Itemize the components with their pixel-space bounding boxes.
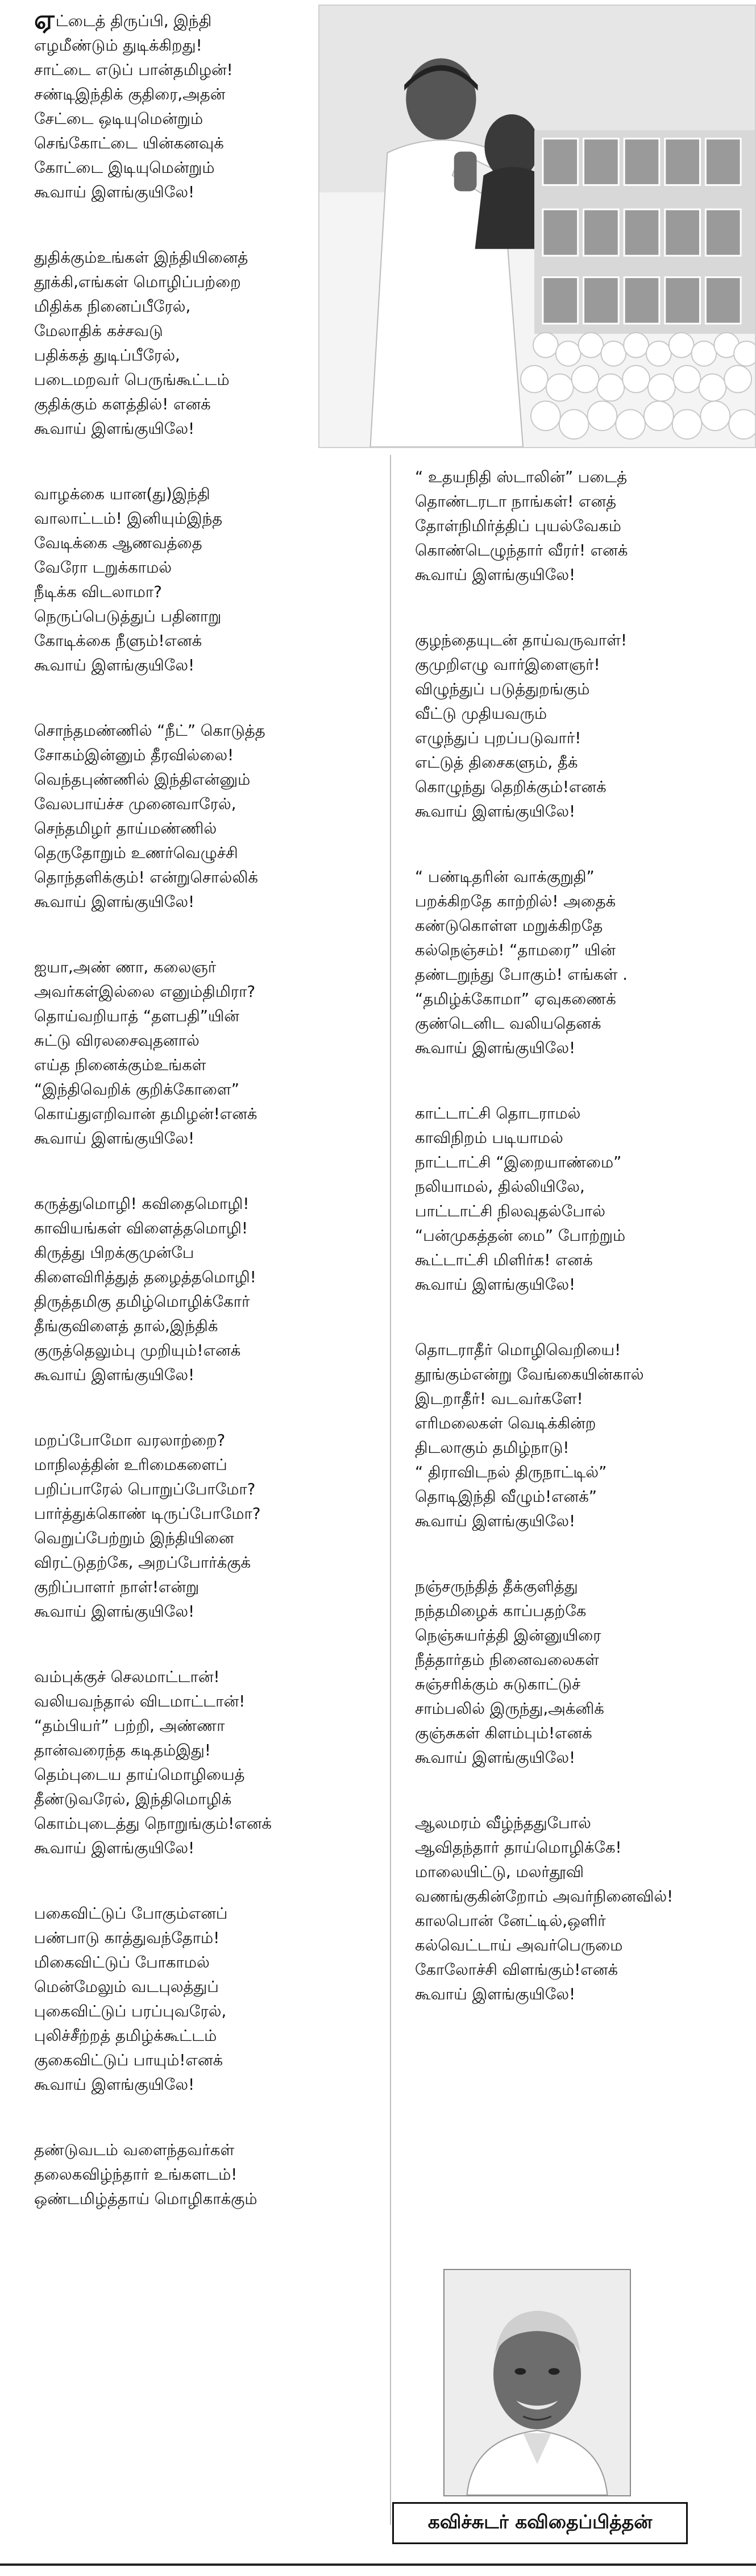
stanza-line: சுட்டு விரலசைவுதனால்: [34, 1032, 200, 1050]
column-divider: [390, 455, 391, 2525]
stanza: [415, 465, 750, 587]
stanza-line: மாலையிட்டு, மலர்தூவி: [415, 1863, 584, 1881]
tribute-photo-illustration: [319, 6, 755, 447]
stanza-line: மிதிக்க நினைப்பீரேல்,: [34, 297, 191, 316]
stanza: [34, 1902, 352, 2097]
stanza-line: காவியங்கள் விளைத்தமொழி!: [34, 1219, 248, 1237]
stanza-line: வாலாட்டம்! இனியும்இந்த: [34, 510, 223, 528]
stanza-line: “பன்முகத்தன் மை” போற்றும்: [415, 1227, 626, 1245]
stanza: [34, 955, 352, 1151]
stanza-line: பறிப்பாரேல் பொறுப்போமோ?: [34, 1480, 256, 1498]
stanza-line: கோட்டை இடியுமென்றும்: [34, 159, 215, 177]
stanza-line: கூவாய் இளங்குயிலே!: [34, 656, 195, 674]
stanza-line: எழுந்துப் புறப்படுவார்!: [415, 729, 581, 747]
stanza-line: படைமறவர் பெருங்கூட்டம்: [34, 371, 230, 389]
stanza-line: வலியவந்தால் விடமாட்டான்!: [34, 1692, 246, 1711]
stanza-line: நஞ்சருந்தித் தீக்குளித்து: [415, 1577, 578, 1596]
stanza-line: மென்மேலும் வடபுலத்துப்: [34, 1978, 219, 1996]
drop-cap: ஏ: [34, 4, 55, 35]
stanza-line: புலிச்சீற்றத் தமிழ்க்கூட்டம்: [34, 2027, 217, 2045]
stanza: [34, 246, 352, 441]
stanza-line: தொய்வறியாத் “தளபதி”யின்: [34, 1007, 239, 1025]
stanza-line: நெஞ்சுயர்த்தி இன்னுயிரை: [415, 1626, 601, 1645]
stanza-line: காலபொன் னேட்டில்,ஒளிர்: [415, 1912, 606, 1930]
stanza-line: கோடிக்கை நீளும்!எனக்: [34, 632, 202, 650]
stanza-line: குண்டெனிட வலியதெனக்: [415, 1014, 601, 1033]
stanza-line: “ உதயநிதி ஸ்டாலின்” படைத்: [415, 468, 628, 486]
stanza-line: குஞ்சுகள் கிளம்பும்!எனக்: [415, 1724, 592, 1742]
stanza-line: பண்பாடு காத்துவந்தோம்!: [34, 1929, 220, 1947]
stanza-line: குமுறிஎழு வார்இளைஞர்!: [415, 656, 600, 674]
stanza-line: கூவாய் இளங்குயிலே!: [415, 1985, 576, 2003]
stanza-line: கூவாய் இளங்குயிலே!: [34, 1366, 195, 1384]
stanza-line: சாம்பலில் இருந்து,அக்னிக்: [415, 1700, 604, 1718]
stanza-line: குதிக்கும் களத்தில்! எனக்: [34, 395, 211, 413]
stanza-line: நலியாமல், தில்லியிலே,: [415, 1178, 585, 1196]
stanza-line: கல்நெஞ்சம்! “தாமரை” யின்: [415, 941, 616, 959]
stanza-line: கிருத்து பிறக்குமுன்பே: [34, 1244, 194, 1262]
stanza-line: கூவாய் இளங்குயிலே!: [415, 566, 576, 584]
stanza-line: தெருதோறும் உணர்வெழுச்சி: [34, 844, 238, 862]
stanza-line: சாட்டை எடுப் பான்தமிழன்!: [34, 61, 233, 79]
stanza-line: கொண்டெழுந்தார் வீரர்! எனக்: [415, 541, 628, 560]
stanza-line: செந்தமிழர் தாய்மண்ணில்: [34, 819, 217, 838]
stanza: [34, 719, 352, 914]
stanza-line: கூவாய் இளங்குயிலே!: [415, 1512, 576, 1530]
stanza-line: தோள்நிமிர்த்திப் புயல்வேகம்: [415, 517, 621, 535]
stanza-line: செங்கோட்டை யின்கனவுக்: [34, 134, 224, 152]
stanza-line: கொய்துஎறிவான் தமிழன்!எனக்: [34, 1105, 257, 1123]
stanza: [415, 865, 750, 1061]
stanza-line: விரட்டுதற்கே, அறப்போர்க்குக்: [34, 1554, 251, 1572]
stanza-line: கொழுந்து தெறிக்கும்!எனக்: [415, 778, 607, 796]
stanza: [34, 1665, 352, 1861]
stanza-line: குகைவிட்டுப் பாயும்!எனக்: [34, 2051, 223, 2069]
stanza-line: நெருப்பெடுத்துப் பதினாறு: [34, 607, 222, 626]
stanza-line: சொந்தமண்ணில் “நீட்” கொடுத்த: [34, 722, 265, 740]
tribute-photo: [318, 5, 756, 448]
bottom-rule: [0, 2563, 756, 2566]
stanza-line: ஆலமரம் வீழ்ந்ததுபோல்: [415, 1814, 591, 1832]
stanza-line: நீத்தார்தம் நினைவலைகள்: [415, 1651, 599, 1669]
author-name: கவிச்சுடர் கவிதைப்பித்தன்: [392, 2502, 688, 2544]
stanza-line: பாட்டாட்சி நிலவுதல்போல்: [415, 1202, 605, 1220]
stanza-line: தண்டறுந்து போகும்! எங்கள் .: [415, 966, 628, 984]
stanza-line: ஐயா,அண் ணா, கலைஞர்: [34, 958, 217, 976]
stanza-line: கூவாய் இளங்குயிலே!: [415, 1749, 576, 1767]
stanza-line: சுஞ்சரிக்கும் சுடுகாட்டுச்: [415, 1675, 581, 1693]
stanza-line: தொந்தளிக்கும்! என்றுசொல்லிக்: [34, 868, 258, 887]
stanza-line: வாழக்கை யான(து)இந்தி: [34, 485, 210, 503]
stanza-line: வம்புக்குச் செலமாட்டான்!: [34, 1668, 220, 1686]
stanza-line: தொடராதீர் மொழிவெறியை!: [415, 1341, 621, 1359]
stanza-line: வீட்டு முதியவரும்: [415, 705, 547, 723]
stanza: [34, 4, 352, 205]
stanza-line: தான்வரைந்த கடிதம்இது!: [34, 1741, 211, 1759]
stanza-line: கூவாய் இளங்குயிலே!: [415, 1039, 576, 1057]
stanza-line: ஒண்டமிழ்த்தாய் மொழிகாக்கும்: [34, 2190, 257, 2208]
stanza-line: வெறுப்பேற்றும் இந்தியினை: [34, 1529, 234, 1547]
stanza-line: குழந்தையுடன் தாய்வருவாள்!: [415, 631, 628, 649]
stanza-line: மாநிலத்தின் உரிமைகளைப்: [34, 1456, 227, 1474]
stanza-line: கூவாய் இளங்குயிலே!: [415, 1275, 576, 1294]
stanza-line: காவிநிறம் படியாமல்: [415, 1129, 563, 1147]
stanza: [34, 1192, 352, 1388]
stanza-line: கூவாய் இளங்குயிலே!: [34, 893, 195, 911]
stanza-line: குருத்தெலும்பு முறியும்!எனக்: [34, 1341, 241, 1360]
stanza-line: பதிக்கத் துடிப்பீரேல்,: [34, 346, 180, 365]
stanza-line: கூவாய் இளங்குயிலே!: [34, 1602, 195, 1621]
stanza-line: இடறாதீர்! வடவர்களே!: [415, 1390, 583, 1408]
stanza-line: தெம்புடைய தாய்மொழியைத்: [34, 1766, 245, 1784]
stanza: [415, 1811, 750, 2007]
stanza-line: துதிக்கும்உங்கள் இந்தியினைத்: [34, 249, 248, 267]
stanza-line: தொண்டரடா நாங்கள்! எனத்: [415, 492, 617, 511]
stanza-line: பார்த்துக்கொண் டிருப்போமோ?: [34, 1505, 261, 1523]
stanza-line: பறக்கிறதே காற்றில்! அதைக்: [415, 892, 616, 910]
stanza-line: சேட்டை ஒடியுமென்றும்: [34, 110, 203, 128]
stanza-line: திருத்தமிகு தமிழ்மொழிக்கோர்: [34, 1293, 250, 1311]
stanza-line: எட்டுத் திசைகளும், தீக்: [415, 753, 578, 772]
stanza-line: கூவாய் இளங்குயிலே!: [34, 1129, 195, 1148]
stanza-line: விழுந்துப் படுத்துறங்கும்: [415, 680, 590, 698]
stanza-line: கிளைவிரித்துத் தழைத்தமொழி!: [34, 1268, 256, 1286]
stanza-line: நாட்டாட்சி “இறையாண்மை”: [415, 1153, 622, 1171]
stanza-line: வேலபாய்ச்ச முனைவாரேல்,: [34, 795, 236, 813]
stanza-line: “தம்பியர்” பற்றி, அண்ணா: [34, 1717, 225, 1735]
stanza-line: கூவாய் இளங்குயிலே!: [34, 183, 195, 201]
stanza-line: கல்வெட்டாய் அவர்பெருமை: [415, 1936, 623, 1954]
stanza-line: கூவாய் இளங்குயிலே!: [34, 1839, 195, 1857]
stanza-line: எய்த நினைக்கும்உங்கள்: [34, 1056, 206, 1074]
author-portrait-illustration: [445, 2270, 630, 2495]
stanza: [415, 1575, 750, 1770]
stanza: [415, 628, 750, 824]
stanza-line: ஏட்டைத் திருப்பி, இந்தி: [34, 4, 212, 35]
stanza-line: “ திராவிடநல் திருநாட்டில்”: [415, 1463, 607, 1481]
stanza: [415, 1338, 750, 1534]
stanza-line: திடலாகும் தமிழ்நாடு!: [415, 1439, 570, 1457]
stanza-line: கூட்டாட்சி மிளிர்க! எனக்: [415, 1251, 593, 1269]
stanza-line: தூங்கும்என்று வேங்கையின்கால்: [415, 1365, 644, 1384]
stanza: [34, 2138, 352, 2211]
stanza-line: எரிமலைகள் வெடிக்கின்ற: [415, 1414, 596, 1432]
stanza-line: “இந்திவெறிக் குறிக்கோளை”: [34, 1080, 239, 1099]
stanza-line: தீங்குவிளைத் தால்,இந்திக்: [34, 1317, 218, 1335]
stanza-line: நந்தமிழைக் காப்பதற்கே: [415, 1602, 587, 1620]
stanza-line: தீண்டுவரேல், இந்திமொழிக்: [34, 1790, 232, 1808]
stanza-line: பகைவிட்டுப் போகும்எனப்: [34, 1904, 228, 1923]
stanza: [415, 1101, 750, 1297]
stanza-line: கோலோச்சி விளங்கும்!எனக்: [415, 1961, 618, 1979]
stanza-line: கருத்துமொழி! கவிதைமொழி!: [34, 1195, 250, 1213]
stanza-line: வணங்குகின்றோம் அவர்நினைவில்!: [415, 1887, 674, 1906]
stanza-line: சோகம்இன்னும் தீரவில்லை!: [34, 746, 234, 764]
stanza-line: “தமிழ்க்கோமா” ஏவுகணைக்: [415, 990, 616, 1008]
stanza-line: மறப்போமோ வரலாற்றை?: [34, 1431, 226, 1449]
stanza-line: கொம்புடைத்து நொறுங்கும்!எனக்: [34, 1815, 272, 1833]
stanza-line: கூவாய் இளங்குயிலே!: [34, 420, 195, 438]
stanza-line: காட்டாட்சி தொடராமல்: [415, 1104, 581, 1123]
stanza-line: வேடிக்கை ஆணவத்தை: [34, 534, 202, 552]
stanza-line: மேலாதிக் கச்சவடு: [34, 322, 163, 340]
stanza-line: வெந்தபுண்ணில் இந்திஎன்னும்: [34, 771, 251, 789]
stanza-line: தூக்கி,எங்கள் மொழிப்பற்றை: [34, 273, 241, 291]
poem-left-column: [34, 4, 352, 2252]
stanza-line: கூவாய் இளங்குயிலே!: [34, 2076, 195, 2094]
poem-right-column: [415, 465, 750, 2048]
stanza: [34, 482, 352, 678]
stanza-line: ஆவிதந்தார் தாய்மொழிக்கே!: [415, 1838, 622, 1857]
stanza-line: தொடிஇந்தி வீழும்!எனக்”: [415, 1488, 597, 1506]
stanza-line: கூவாய் இளங்குயிலே!: [415, 802, 576, 821]
stanza-line: தண்டுவடம் வளைந்தவர்கள்: [34, 2141, 235, 2159]
stanza: [34, 1428, 352, 1624]
author-portrait: [443, 2269, 631, 2496]
stanza-line: தலைகவிழ்ந்தார் உங்களடம்!: [34, 2165, 238, 2184]
stanza-line: வேரோ டறுக்காமல்: [34, 558, 172, 577]
stanza-line: மிகைவிட்டுப் போகாமல்: [34, 1953, 210, 1972]
stanza-line: நீடிக்க விடலாமா?: [34, 583, 162, 601]
stanza-line: அவர்கள்இல்லை எனும்திமிரா?: [34, 983, 256, 1001]
stanza-line: “ பண்டிதரின் வாக்குறுதி”: [415, 868, 595, 886]
stanza-line: சண்டிஇந்திக் குதிரை,அதன்: [34, 85, 226, 103]
stanza-line: புகைவிட்டுப் பரப்புவரேல்,: [34, 2002, 227, 2020]
stanza-line: கண்டுகொள்ள மறுக்கிறதே: [415, 917, 603, 935]
stanza-line: எழமீண்டும் துடிக்கிறது!: [34, 36, 202, 55]
stanza-line: குறிப்பாளர் நாள்!என்று: [34, 1578, 200, 1596]
